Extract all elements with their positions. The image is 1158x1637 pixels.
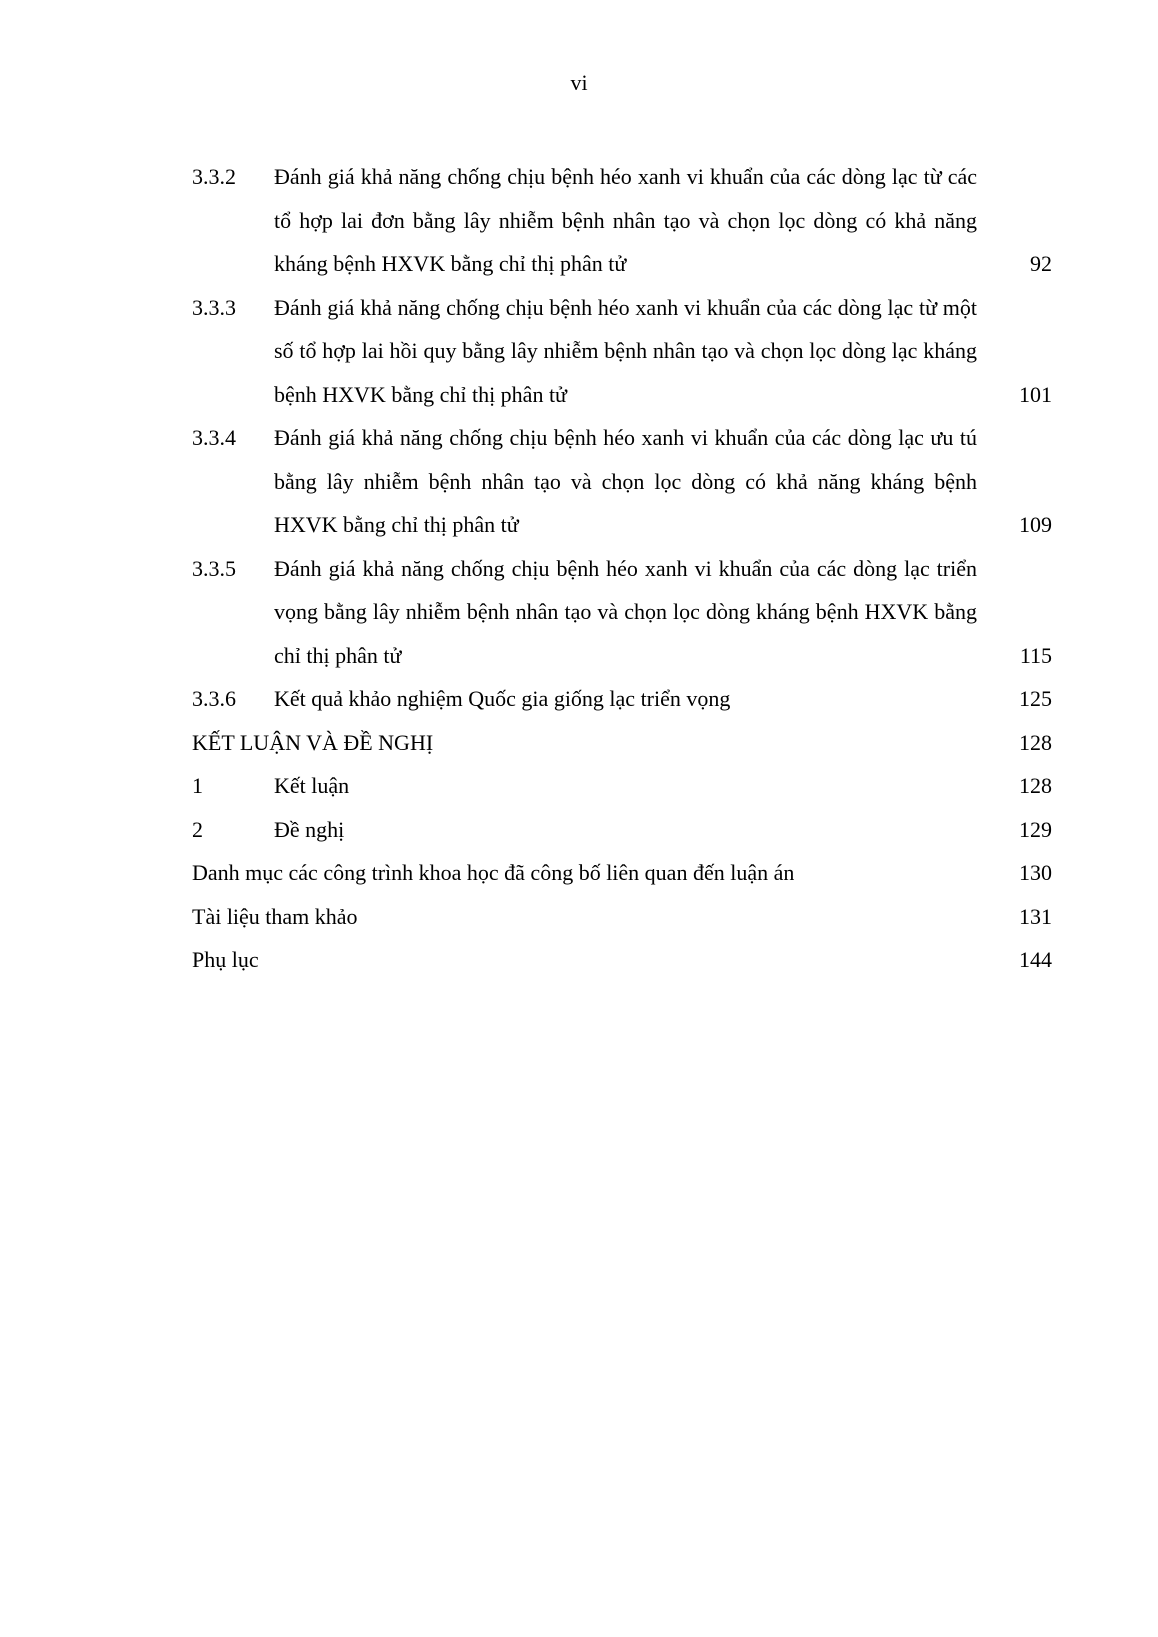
toc-entry-3-3-4[interactable] [192, 416, 1052, 547]
toc-entry-page: 109 [1019, 512, 1052, 537]
toc-entry-number: 3.3.6 [192, 686, 236, 711]
toc-entry-page: 125 [1019, 686, 1052, 711]
toc-entry-ket-luan[interactable] [192, 764, 1052, 808]
toc-entry-page: 144 [1019, 947, 1052, 972]
toc-entry-title: Đề nghị [274, 816, 345, 842]
toc-entry-page: 131 [1019, 903, 1052, 929]
toc-entry-page: 92 [1030, 251, 1052, 276]
toc-entry-page: 128 [1019, 773, 1052, 798]
toc-entry-tai-lieu-tham-khao[interactable] [192, 895, 1052, 939]
toc-entry-de-nghi[interactable] [192, 808, 1052, 852]
toc-entry-title: Đánh giá khả năng chống chịu bệnh héo xanh vi khuẩn của các dòng lạc ưu tú bằng lây nhiễm bệnh nhân tạo và chọn lọc dòng có khả năng kháng bệnh HXVK bằng chỉ thị phân tử [274, 425, 977, 537]
toc-entry-number: 3.3.3 [192, 294, 236, 320]
toc-entry-title: Danh mục các công trình khoa học đã công bố liên quan đến luận án [192, 860, 795, 885]
toc-entry-phu-luc[interactable] [192, 938, 1052, 982]
toc-entry-title: KẾT LUẬN VÀ ĐỀ NGHỊ [192, 729, 434, 755]
toc-entry-number: 3.3.4 [192, 425, 236, 450]
toc-entry-page: 128 [1019, 729, 1052, 755]
toc-entry-number: 1 [192, 773, 203, 798]
page-number: vi [570, 70, 588, 95]
toc-entry-number: 3.3.2 [192, 164, 236, 189]
toc-entry-title: Kết quả khảo nghiệm Quốc gia giống lạc triển vọng [274, 686, 731, 711]
toc-entry-page: 115 [1019, 642, 1052, 668]
toc-entry-title: Đánh giá khả năng chống chịu bệnh héo xanh vi khuẩn của các dòng lạc từ một số tổ hợp lai hồi quy bằng lây nhiễm bệnh nhân tạo và chọn lọc dòng lạc kháng bệnh HXVK bằng chỉ thị phân tử [274, 294, 977, 407]
toc-entry-title: Tài liệu tham khảo [192, 903, 358, 929]
toc-entry-page: 129 [1019, 816, 1052, 842]
table-of-contents [192, 155, 1052, 982]
toc-entry-title: Phụ lục [192, 947, 259, 972]
toc-entry-ket-luan-va-de-nghi[interactable] [192, 721, 1052, 765]
toc-entry-page: 130 [1019, 860, 1052, 885]
toc-entry-3-3-3[interactable] [192, 286, 1052, 417]
toc-entry-3-3-5[interactable] [192, 547, 1052, 678]
toc-entry-danh-muc-cong-trinh[interactable] [192, 851, 1052, 895]
toc-entry-number: 2 [192, 816, 203, 842]
toc-entry-3-3-6[interactable] [192, 677, 1052, 721]
toc-entry-3-3-2[interactable] [192, 155, 1052, 286]
toc-entry-number: 3.3.5 [192, 555, 236, 581]
toc-entry-title: Kết luận [274, 773, 350, 798]
toc-entry-page: 101 [1019, 381, 1052, 407]
toc-entry-title: Đánh giá khả năng chống chịu bệnh héo xanh vi khuẩn của các dòng lạc từ các tổ hợp lai đơn bằng lây nhiễm bệnh nhân tạo và chọn lọc dòng có khả năng kháng bệnh HXVK bằng chỉ thị phân tử [274, 164, 977, 276]
toc-entry-title: Đánh giá khả năng chống chịu bệnh héo xanh vi khuẩn của các dòng lạc triển vọng bằng lây nhiễm bệnh nhân tạo và chọn lọc dòng kháng bệnh HXVK bằng chỉ thị phân tử [274, 555, 977, 668]
